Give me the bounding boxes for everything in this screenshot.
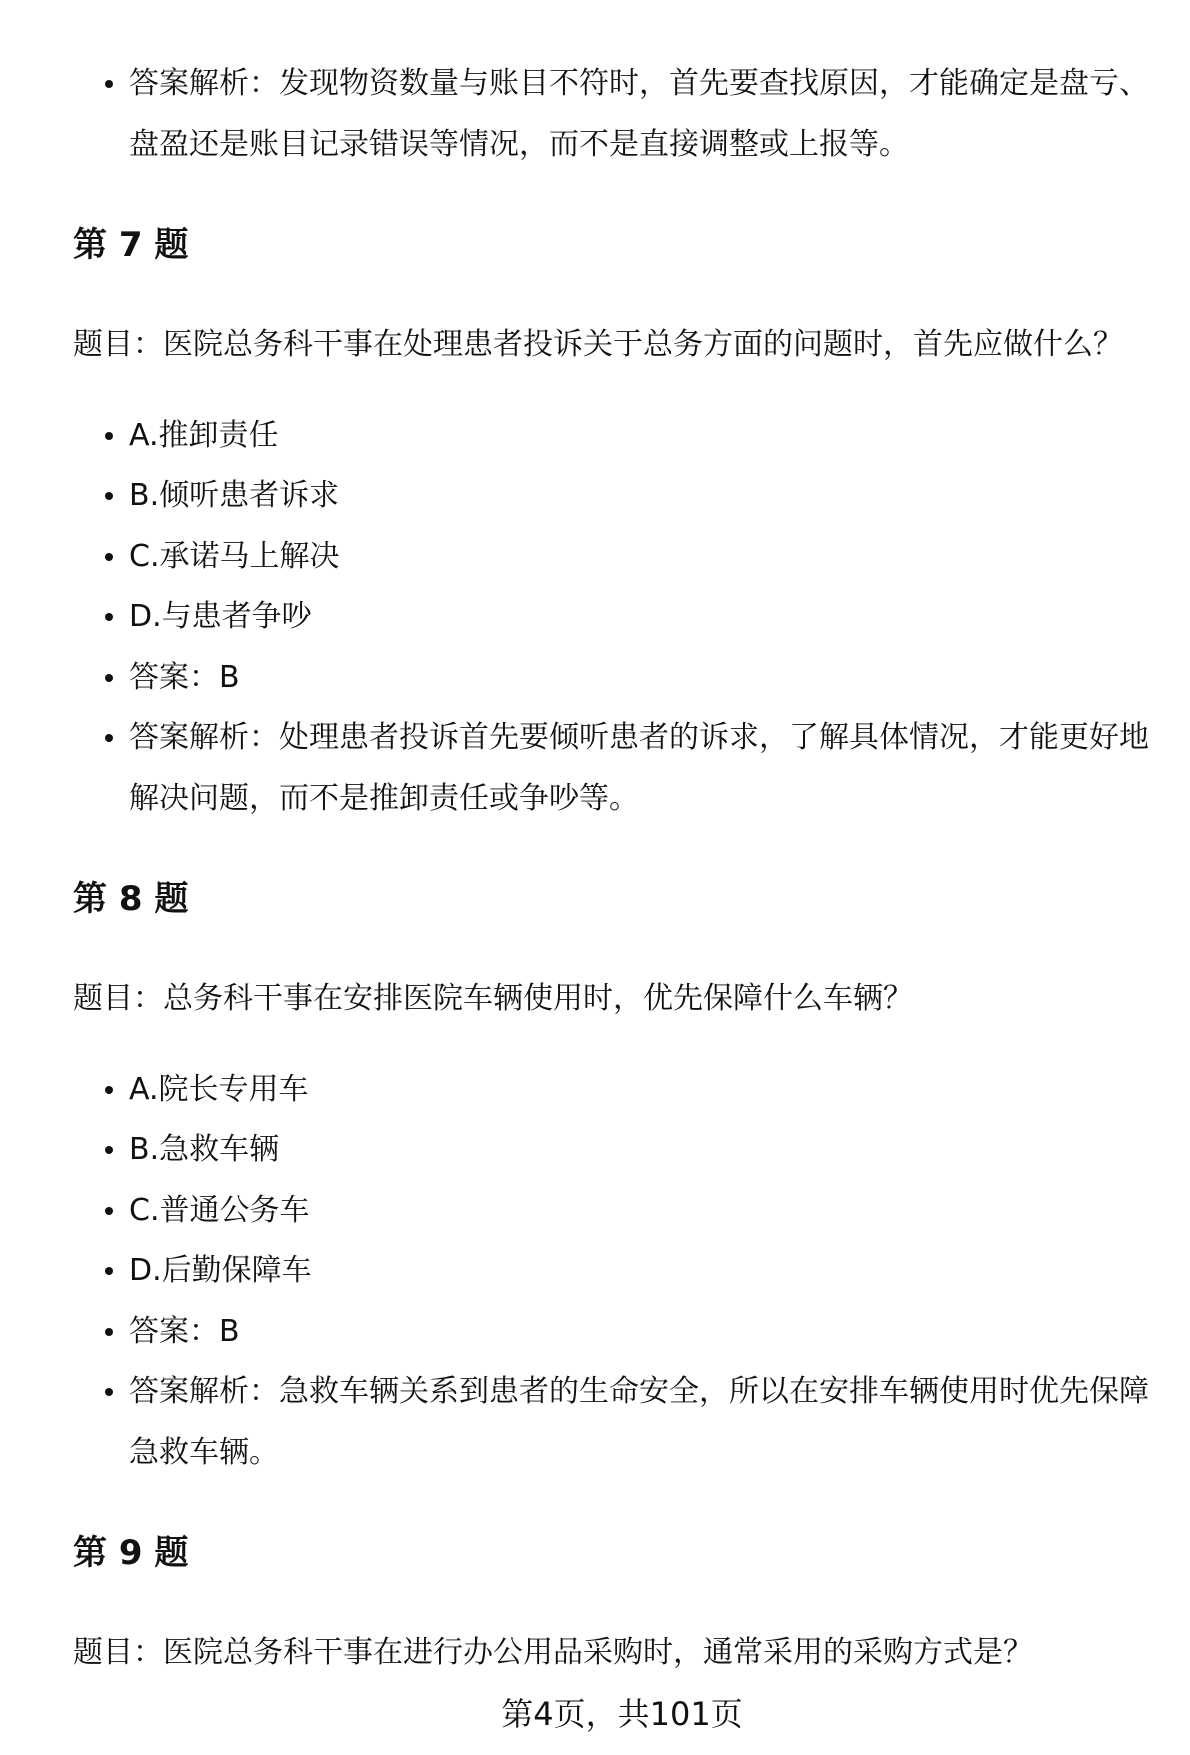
option-text: A.院长专用车 [129,1071,309,1107]
option-text: D.后勤保障车 [129,1253,312,1288]
answer-text: 答案：B [129,1313,240,1349]
option-d [129,1241,1164,1302]
option-a [129,406,1164,467]
explanation-item [129,1362,1164,1483]
answer-item [129,1302,1164,1363]
question-heading: 第 7 题 [73,224,189,265]
explanation-text: 答案解析：处理患者投诉首先要倾听患者的诉求，了解具体情况，才能更好地解决问题，而不是推卸责任或争吵等。 [129,720,1149,816]
question-heading: 第 9 题 [73,1532,189,1573]
bullet-dot [105,1207,113,1215]
option-text: D.与患者争吵 [129,599,312,634]
option-text: B.倾听患者诉求 [129,478,340,513]
bullet-dot [105,432,113,440]
bullet-dot [105,1328,113,1336]
question-8 [73,869,1164,1484]
explanation-item [129,708,1164,829]
bullet-dot [105,1388,113,1396]
bullet-dot [105,734,113,742]
explanation-item [129,54,1164,175]
bullet-dot [105,1086,113,1094]
answer-text: 答案：B [129,659,240,695]
question-9 [73,1523,1164,1684]
bullet-dot [105,1146,113,1154]
bullet-dot [105,1267,113,1275]
explanation-text: 答案解析：发现物资数量与账目不符时，首先要查找原因，才能确定是盘亏、盘盈还是账目记录错误等情况，而不是直接调整或上报等。 [129,66,1149,162]
option-b [129,466,1164,527]
option-a [129,1060,1164,1121]
question-items-list [73,1060,1164,1484]
option-c [129,527,1164,588]
question-items-list [73,406,1164,830]
bullet-dot [105,80,113,88]
option-text: B.急救车辆 [129,1132,280,1167]
question-text: 题目：医院总务科干事在进行办公用品采购时，通常采用的采购方式是？ [73,1634,1033,1670]
bullet-dot [105,492,113,500]
option-text: C.承诺马上解决 [129,538,340,574]
bullet-dot [105,674,113,682]
previous-question-explanation-list [73,54,1164,175]
option-d [129,587,1164,648]
option-text: C.普通公务车 [129,1192,310,1228]
answer-item [129,648,1164,709]
page-footer: 第4页，共101页 [501,1695,743,1733]
option-c [129,1181,1164,1242]
question-text: 题目：总务科干事在安排医院车辆使用时，优先保障什么车辆？ [73,980,913,1016]
explanation-text: 答案解析：急救车辆关系到患者的生命安全，所以在安排车辆使用时优先保障急救车辆。 [129,1374,1149,1470]
question-7 [73,215,1164,830]
question-text: 题目：医院总务科干事在处理患者投诉关于总务方面的问题时，首先应做什么？ [73,326,1123,362]
question-heading: 第 8 题 [73,878,189,919]
option-text: A.推卸责任 [129,417,279,453]
bullet-dot [105,613,113,621]
bullet-dot [105,553,113,561]
option-b [129,1120,1164,1181]
